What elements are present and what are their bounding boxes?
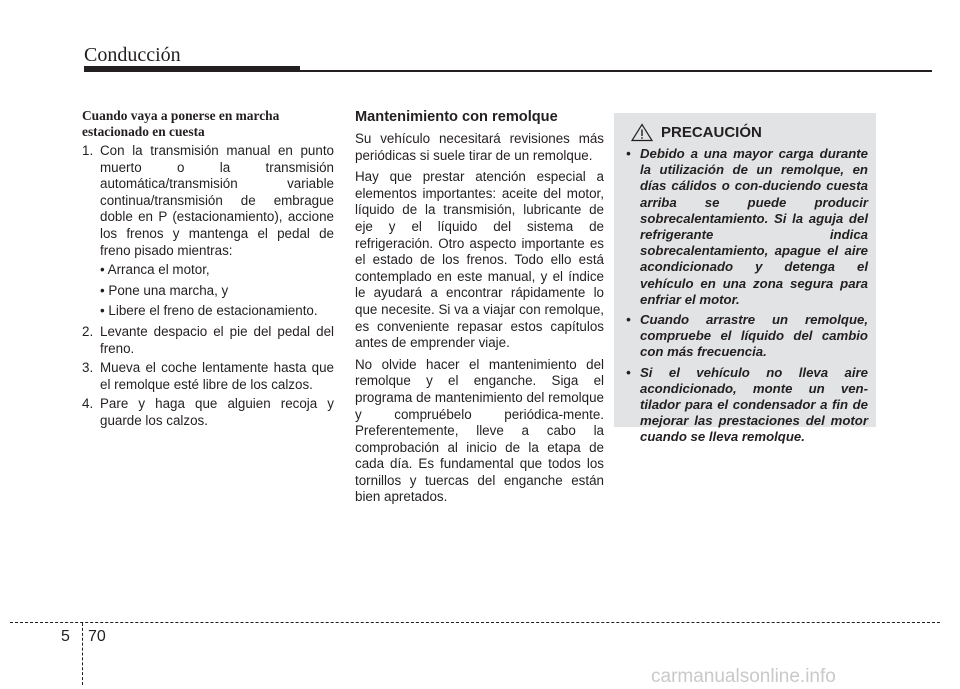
section-subtitle (82, 108, 334, 140)
footer-rule (10, 622, 940, 623)
subtitle-line: estacionado en cuesta (82, 124, 205, 139)
caution-bullet: • (626, 312, 631, 328)
list-text: Con la transmisión manual en punto muerto o la transmisión automática/transmisión variable continua/transmisión de embrague doble en P (estacionamiento), accione los frenos y mantenga el pedal de freno pisado mientras: (100, 143, 334, 258)
caution-title: PRECAUCIÓN (661, 124, 762, 141)
caution-item (626, 312, 868, 361)
paragraph: Su vehículo necesitará revisiones más periódicas si suele tirar de un remolque. (355, 131, 604, 163)
caution-item (626, 146, 868, 308)
list-text: Mueva el coche lentamente hasta que el remolque esté libre de los calzos. (100, 360, 334, 392)
middle-column (355, 108, 604, 511)
list-number: 4. (82, 396, 94, 412)
caution-bullet: • (626, 146, 631, 161)
list-text: Pare y haga que alguien recoja y guarde los calzos. (100, 396, 334, 428)
list-number: 1. (82, 143, 94, 158)
caution-text: Cuando arrastre un remolque, compruebe el líquido del cambio con más frecuencia. (640, 312, 868, 360)
watermark: carmanualsonline.info (651, 666, 836, 687)
header-rule-thick (84, 66, 300, 72)
bullet-item: • Libere el freno de estacionamiento. (100, 303, 318, 319)
list-text: Levante despacio el pie del pedal del freno. (100, 323, 334, 356)
page-header-title: Conducción (84, 44, 181, 66)
list-item (82, 360, 334, 393)
caution-text: Si el vehículo no lleva aire acondicionado, monte un ven-tilador para el condensador a fin de mejorar las prestaciones del motor cuando se lleva remolque. (640, 364, 868, 445)
footer-divider (82, 623, 83, 685)
warning-triangle-icon (631, 123, 653, 142)
bullet-item: • Pone una marcha, y (100, 282, 229, 298)
caution-text: Debido a una mayor carga durante la utilización de un remolque, en días cálidos o con-duciendo cuesta arriba se puede producir sobrecalentamiento. Si la aguja del refrigerante indica sobrecalentamiento, apague el aire acondicionado y detenga el vehículo en una zona segura para enfriar el motor. (640, 146, 868, 307)
list-item (82, 324, 334, 357)
subtitle-line: Cuando vaya a ponerse en marcha (82, 108, 280, 123)
paragraph: No olvide hacer el mantenimiento del remolque y el enganche. Siga el programa de mantenimiento del remolque y compruébelo periódica-mente. Preferentemente, lleve a cabo la comprobación al inicio de la etapa de cada día. Es fundamental que todos los tornillos y tuercas del enganche están bien apretados. (355, 356, 604, 505)
caution-box (614, 113, 876, 445)
list-item (82, 396, 334, 429)
bullet-item: • Arranca el motor, (100, 262, 210, 278)
list-item (82, 143, 334, 259)
section-heading: Mantenimiento con remolque (355, 109, 558, 125)
page-number: 70 (88, 628, 106, 645)
chapter-number: 5 (61, 628, 70, 645)
caution-item (626, 365, 868, 446)
list-number: 2. (82, 323, 94, 339)
caution-bullet: • (626, 364, 631, 380)
list-number: 3. (82, 360, 94, 376)
header-rule-thin (300, 70, 932, 72)
left-column (82, 108, 334, 433)
caution-header (626, 123, 868, 142)
paragraph: Hay que prestar atención especial a elementos importantes: aceite del motor, líquido de la transmisión, lubricante de eje y el líquido del sistema de refrigeración. Otro aspecto importante es el estado de los frenos. Todo ello está contemplado en este manual, y el índice le ayudará a encontrar rápidamente lo que necesite. Si va a viajar con remolque, es conveniente repasar estos capítulos antes de emprender viaje. (355, 169, 604, 351)
